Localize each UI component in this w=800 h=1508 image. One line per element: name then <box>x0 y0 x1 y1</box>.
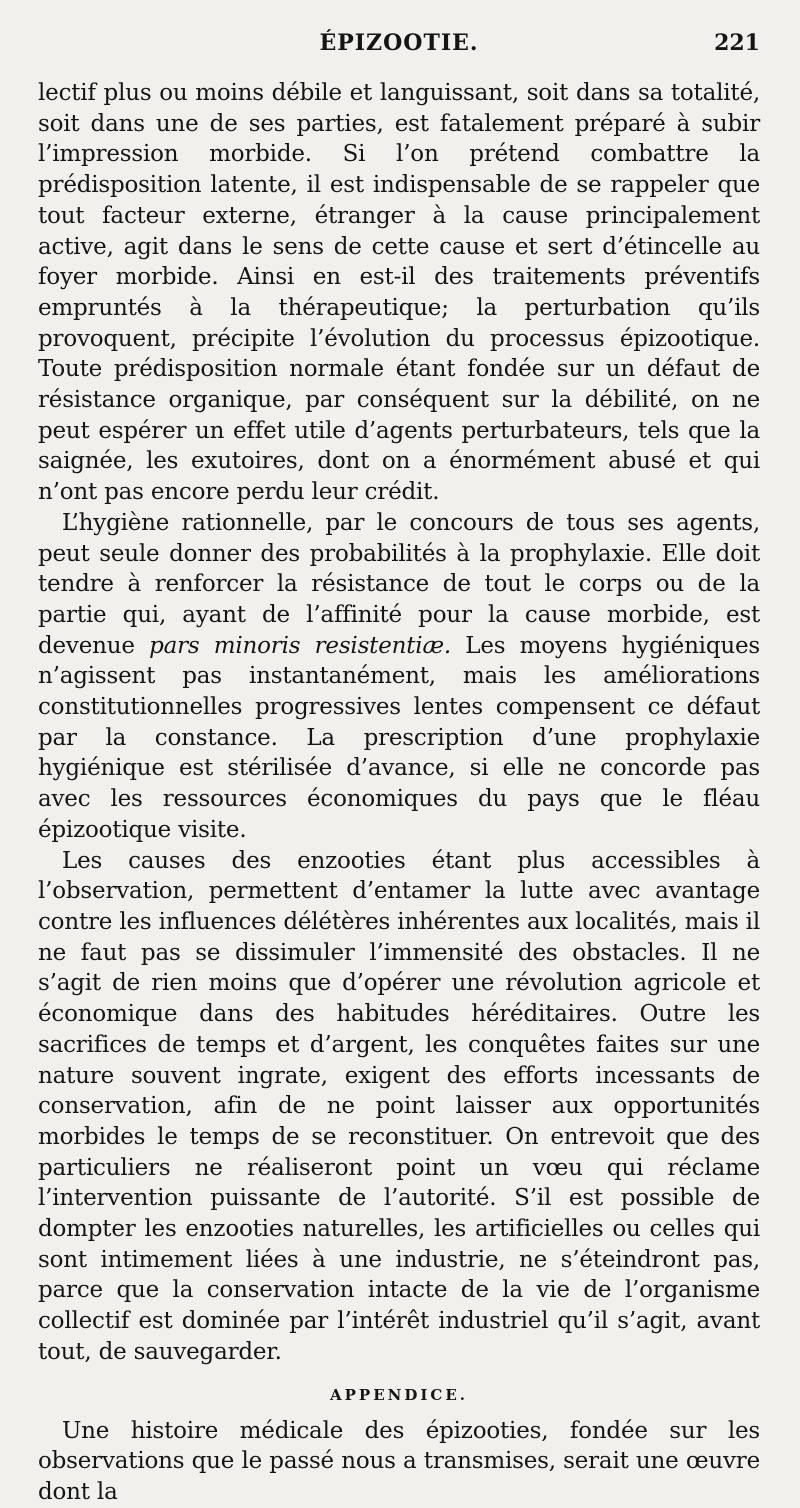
page-number: 221 <box>714 30 760 56</box>
paragraph-hygiene <box>38 508 760 846</box>
latin-phrase: pars minoris resistentiæ. <box>149 632 451 659</box>
running-title: ÉPIZOOTIE. <box>319 30 479 56</box>
paragraph-hygiene-text-start: L’hygiène rationnelle, par le concours de tous ses agents, peut seule donner des probabilités à la prophylaxie. Elle doit tendre à renforcer la résistance de tout le corps ou de la partie qui, ayant de l’affinité pour la cause morbide, est devenue <box>38 509 760 659</box>
paragraph-continued: lectif plus ou moins débile et languissant, soit dans sa totalité, soit dans une de ses parties, est fatalement préparé à subir l’impression morbide. Si l’on prétend combattre la prédisposition latente, il est indispensable de se rappeler que tout facteur externe, étranger à la cause principalement active, agit dans le sens de cette cause et sert d’étincelle au foyer morbide. Ainsi en est-il des traitements préventifs empruntés à la thérapeutique; la perturbation qu’ils provoquent, précipite l’évolution du processus épizootique. Toute prédisposition normale étant fondée sur un défaut de résistance organique, par conséquent sur la débilité, on ne peut espérer un effet utile d’agents perturbateurs, tels que la saignée, les exutoires, dont on a énormément abusé et qui n’ont pas encore perdu leur crédit. <box>38 80 760 506</box>
paragraph-enzooties: Les causes des enzooties étant plus accessibles à l’observation, permettent d’entamer la lutte avec avantage contre les influences délétères inhérentes aux localités, mais il ne faut pas se dissimuler l’immensité des obstacles. Il ne s’agit de rien moins que d’opérer une révolution agricole et économique dans des habitudes héréditaires. Outre les sacrifices de temps et d’argent, les conquêtes faites sur une nature souvent ingrate, exigent des efforts incessants de conservation, afin de ne point laisser aux opportunités morbides le temps de se reconstituer. On entrevoit que des particuliers ne réaliseront point un vœu qui réclame l’intervention puissante de l’autorité. S’il est possible de dompter les enzooties naturelles, les artificielles ou celles qui sont intimement liées à une industrie, ne s’éteindront pas, parce que la conservation intacte de la vie de l’organisme collectif est dominée par l’intérêt industriel qu’il s’agit, avant tout, de sauvegarder. <box>38 847 760 1365</box>
appendix-heading: APPENDICE. <box>330 1385 468 1404</box>
body-text <box>38 78 760 1508</box>
paragraph-appendix: Une histoire médicale des épizooties, fondée sur les observations que le passé nous a transmises, serait une œuvre dont la <box>38 1417 760 1505</box>
paragraph-hygiene-text-end: Les moyens hygiéniques n’agissent pas instantanément, mais les améliorations constitutionnelles progressives lentes compensent ce défaut par la constance. La prescription d’une prophylaxie hygiénique est stérilisée d’avance, si elle ne concorde pas avec les ressources économiques du pays que le fléau épizootique visite. <box>38 632 760 843</box>
page-header <box>38 30 760 64</box>
